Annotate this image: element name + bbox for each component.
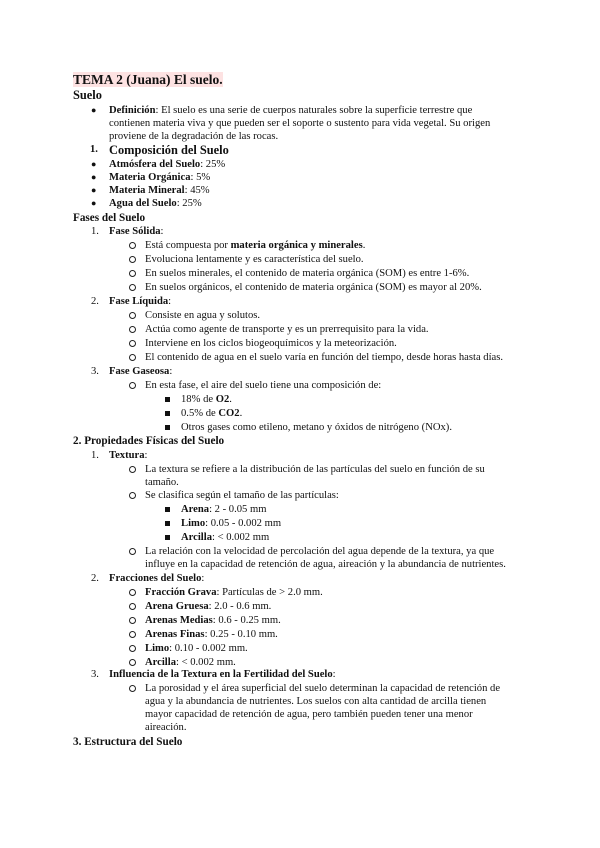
phase-liquid-heading: Fase Líquida: xyxy=(109,296,172,307)
bullet-circle xyxy=(129,242,136,249)
texture-sub-arena: Arena: 2 - 0.05 mm xyxy=(181,504,267,515)
bullet-square xyxy=(165,411,170,416)
document-title-text: TEMA 2 (Juana) El suelo. xyxy=(73,72,223,87)
composition-item-organica: Materia Orgánica: 5% xyxy=(109,172,211,183)
influence-line-3: mayor capacidad de retención de agua, pero también pueden tener una menor xyxy=(145,709,473,720)
phase-liquid-item-1: Consiste en agua y solutos. xyxy=(145,310,261,321)
texture-item-1a: La textura se refiere a la distribución de las partículas del suelo en función de su xyxy=(145,464,485,475)
bullet-circle xyxy=(129,548,136,555)
phase-solid-item-4: En suelos orgánicos, el contenido de materia orgánica (SOM) es mayor al 20%. xyxy=(145,282,482,293)
fractions-number: 2. xyxy=(91,573,99,584)
bullet-circle xyxy=(129,466,136,473)
bullet-dot: ● xyxy=(91,198,97,208)
texture-number: 1. xyxy=(91,450,99,461)
influence-number: 3. xyxy=(91,669,99,680)
bullet-circle xyxy=(129,270,136,277)
influence-line-1: La porosidad y el área superficial del suelo determinan la capacidad de retención de xyxy=(145,683,501,694)
influence-heading: Influencia de la Textura en la Fertilidad del Suelo: xyxy=(109,669,336,680)
phase-liquid-item-3: Interviene en los ciclos biogeoquímicos y la meteorización. xyxy=(145,338,397,349)
fraction-item-arenas-medias: Arenas Medias: 0.6 - 0.25 mm. xyxy=(145,615,281,626)
phase-liquid-item-4: El contenido de agua en el suelo varía en función del tiempo, desde horas hasta días. xyxy=(145,352,504,363)
composition-number: 1. xyxy=(90,144,98,155)
definition-line-2: contienen materia viva y que pueden ser el soporte o sustento para vida vegetal. Su origen xyxy=(109,118,491,129)
phase-gas-sub-3: Otros gases como etileno, metano y óxidos de nitrógeno (NOx). xyxy=(181,422,452,433)
bullet-circle xyxy=(129,631,136,638)
texture-item-2: Se clasifica según el tamaño de las partículas: xyxy=(145,490,339,501)
bullet-dot: ● xyxy=(91,185,97,195)
phase-solid-item-3: En suelos minerales, el contenido de materia orgánica (SOM) es entre 1-6%. xyxy=(145,268,470,279)
structure-heading: 3. Estructura del Suelo xyxy=(73,736,183,748)
phase-solid-heading: Fase Sólida: xyxy=(109,226,164,237)
phase-gas-sub-2: 0.5% de CO2. xyxy=(181,408,243,419)
fraction-item-grava: Fracción Grava: Partículas de > 2.0 mm. xyxy=(145,587,323,598)
composition-item-agua: Agua del Suelo: 25% xyxy=(109,198,202,209)
phase-gas-item-1: En esta fase, el aire del suelo tiene una composición de: xyxy=(145,380,382,391)
composition-heading: Composición del Suelo xyxy=(109,143,229,157)
bullet-circle xyxy=(129,354,136,361)
composition-item-atmosfera: Atmósfera del Suelo: 25% xyxy=(109,159,226,170)
texture-sub-arcilla: Arcilla: < 0.002 mm xyxy=(181,532,270,543)
fraction-item-arenas-finas: Arenas Finas: 0.25 - 0.10 mm. xyxy=(145,629,278,640)
bullet-circle xyxy=(129,256,136,263)
phase-solid-item-2: Evoluciona lentamente y es característica del suelo. xyxy=(145,254,364,265)
phase-gas-heading: Fase Gaseosa: xyxy=(109,366,173,377)
texture-item-1b: tamaño. xyxy=(145,477,179,488)
bullet-circle xyxy=(129,659,136,666)
texture-heading: Textura: xyxy=(109,450,148,461)
section-heading-suelo: Suelo xyxy=(73,88,102,102)
bullet-circle xyxy=(129,284,136,291)
fraction-item-arcilla: Arcilla: < 0.002 mm. xyxy=(145,657,236,668)
bullet-circle xyxy=(129,340,136,347)
bullet-circle xyxy=(129,492,136,499)
bullet-square xyxy=(165,535,170,540)
bullet-square xyxy=(165,397,170,402)
texture-sub-limo: Limo: 0.05 - 0.002 mm xyxy=(181,518,282,529)
properties-heading: 2. Propiedades Físicas del Suelo xyxy=(73,435,225,447)
bullet-dot: ● xyxy=(91,105,97,115)
texture-item-3a: La relación con la velocidad de percolación del agua depende de la textura, ya que xyxy=(145,546,495,557)
bullet-dot: ● xyxy=(91,159,97,169)
fractions-heading: Fracciones del Suelo: xyxy=(109,573,205,584)
definition-line-3: proviene de la degradación de las rocas. xyxy=(109,131,279,142)
bullet-circle xyxy=(129,312,136,319)
bullet-square xyxy=(165,521,170,526)
definition-line-1: Definición: El suelo es una serie de cuerpos naturales sobre la superficie terrestre que xyxy=(109,105,473,116)
bullet-circle xyxy=(129,326,136,333)
phase-gas-sub-1: 18% de O2. xyxy=(181,394,232,405)
bullet-circle xyxy=(129,603,136,610)
bullet-circle xyxy=(129,617,136,624)
phase-liquid-number: 2. xyxy=(91,296,99,307)
bullet-dot: ● xyxy=(91,172,97,182)
bullet-circle xyxy=(129,382,136,389)
bullet-square xyxy=(165,425,170,430)
phase-solid-number: 1. xyxy=(91,226,99,237)
phase-liquid-item-2: Actúa como agente de transporte y es un prerrequisito para la vida. xyxy=(145,324,429,335)
document-title xyxy=(73,72,223,88)
influence-line-2: agua y la abundancia de nutrientes. Los suelos con alta cantidad de arcilla tienen xyxy=(145,696,487,707)
fraction-item-limo: Limo: 0.10 - 0.002 mm. xyxy=(145,643,248,654)
bullet-square xyxy=(165,507,170,512)
phases-heading: Fases del Suelo xyxy=(73,212,146,224)
bullet-circle xyxy=(129,589,136,596)
fraction-item-arena-gruesa: Arena Gruesa: 2.0 - 0.6 mm. xyxy=(145,601,272,612)
texture-item-3b: influye en la capacidad de retención de agua, aireación y la abundancia de nutrientes. xyxy=(145,559,506,570)
composition-item-mineral: Materia Mineral: 45% xyxy=(109,185,210,196)
bullet-circle xyxy=(129,685,136,692)
bullet-circle xyxy=(129,645,136,652)
influence-line-4: aireación. xyxy=(145,722,187,733)
phase-solid-item-1: Está compuesta por materia orgánica y minerales. xyxy=(145,240,366,251)
phase-gas-number: 3. xyxy=(91,366,99,377)
